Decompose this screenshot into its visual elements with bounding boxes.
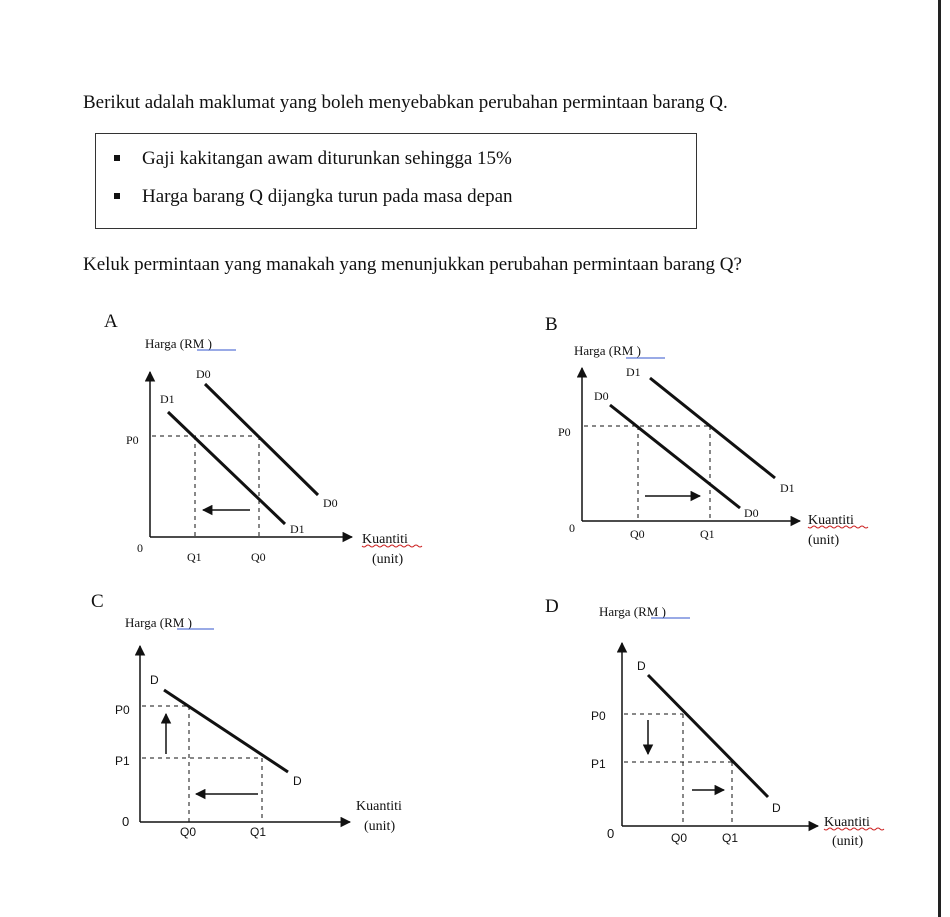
x-axis-label: Kuantiti [356, 799, 402, 814]
qty-label: Q0 [671, 831, 688, 845]
origin-label: 0 [122, 814, 130, 829]
option-letter-c: C [91, 591, 104, 612]
graph-b [558, 343, 868, 548]
x-axis-unit: (unit) [364, 819, 396, 834]
y-axis-label: Harga (RM ) [145, 336, 212, 351]
curve-label-d: D [772, 801, 781, 815]
curve-label-d1: D1 [290, 522, 305, 536]
curve-label-d1: D1 [160, 392, 175, 406]
demand-curve-d0 [610, 405, 740, 508]
qty-label: Q0 [180, 825, 197, 839]
origin-label: 0 [137, 541, 143, 555]
qty-label: Q0 [630, 527, 645, 541]
option-letter-a: A [104, 311, 118, 332]
y-axis-label: Harga (RM ) [574, 343, 641, 358]
origin-label: 0 [569, 521, 575, 535]
demand-curve-d0 [205, 384, 318, 495]
x-axis-label: Kuantiti [824, 815, 870, 830]
origin-label: 0 [607, 826, 615, 841]
y-axis-label: Harga (RM ) [599, 604, 666, 619]
intro-text: Berikut adalah maklumat yang boleh menyebabkan perubahan permintaan barang Q. [83, 92, 728, 113]
qty-label: Q1 [250, 825, 267, 839]
curve-label-d0: D0 [594, 389, 609, 403]
option-letter-b: B [545, 314, 558, 335]
curve-label-d: D [637, 659, 646, 673]
graph-d [591, 604, 884, 849]
x-axis-label: Kuantiti [362, 532, 408, 547]
price-label: P0 [115, 703, 130, 717]
price-label: P0 [558, 425, 571, 439]
demand-curve-d1 [650, 378, 775, 478]
demand-curve-d1 [168, 412, 285, 524]
curve-label-d1: D1 [780, 481, 795, 495]
curve-label-d0: D0 [196, 367, 211, 381]
graph-a [126, 336, 422, 567]
qty-label: Q1 [187, 550, 202, 564]
graph-c [115, 615, 402, 839]
curve-label-d: D [293, 774, 302, 788]
option-letter-d: D [545, 596, 559, 617]
price-label: P1 [591, 757, 606, 771]
demand-curve-d [648, 675, 768, 797]
info-item-text: Harga barang Q dijangka turun pada masa depan [142, 186, 513, 207]
x-axis-unit: (unit) [832, 834, 864, 849]
x-axis-label: Kuantiti [808, 513, 854, 528]
demand-curve-d [164, 690, 288, 772]
qty-label: Q1 [722, 831, 739, 845]
curve-label-d0: D0 [323, 496, 338, 510]
curve-label-d1: D1 [626, 365, 641, 379]
y-axis-label: Harga (RM ) [125, 615, 192, 630]
curve-label-d0: D0 [744, 506, 759, 520]
x-axis-unit: (unit) [808, 533, 840, 548]
question-text: Keluk permintaan yang manakah yang menunjukkan perubahan permintaan barang Q? [83, 254, 742, 275]
price-label: P0 [126, 433, 139, 447]
qty-label: Q1 [700, 527, 715, 541]
price-label: P0 [591, 709, 606, 723]
price-label: P1 [115, 754, 130, 768]
qty-label: Q0 [251, 550, 266, 564]
info-item-text: Gaji kakitangan awam diturunkan sehingga 15% [142, 148, 512, 169]
x-axis-unit: (unit) [372, 552, 404, 567]
curve-label-d: D [150, 673, 159, 687]
